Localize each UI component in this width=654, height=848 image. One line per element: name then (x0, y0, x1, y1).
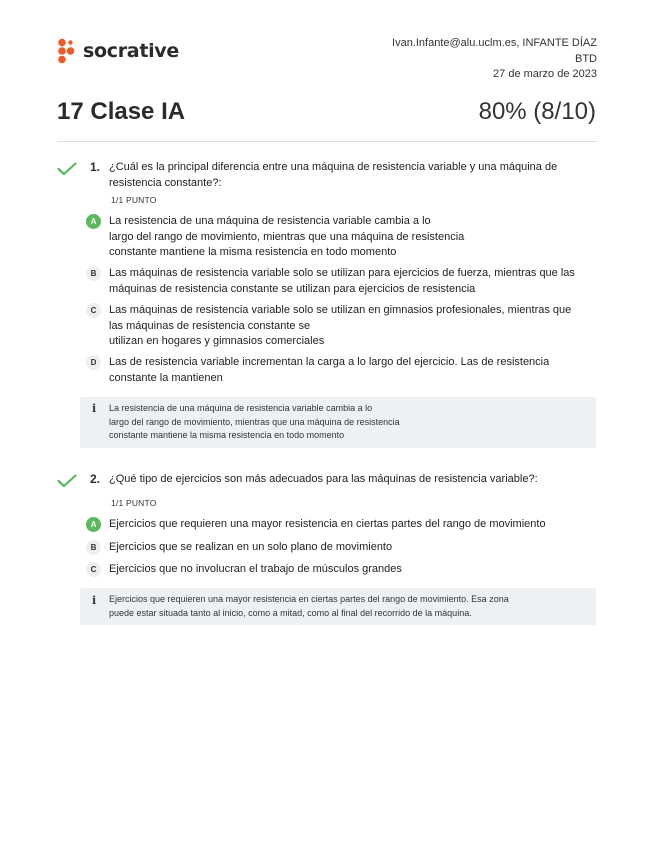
question-points: 1/1 PUNTO (111, 498, 157, 508)
socrative-logo (57, 38, 179, 64)
explanation-box (80, 397, 596, 448)
quiz-score: 80% (8/10) (478, 98, 596, 125)
answer-text: Las de resistencia variable incrementan la carga a lo largo del ejercicio. Las de resistencia constante la mantienen (109, 356, 550, 384)
info-icon: i (92, 402, 97, 415)
student-info (392, 36, 597, 83)
answer-text: Ejercicios que requieren una mayor resistencia en ciertas partes del rango de movimiento (109, 518, 546, 530)
question-points: 1/1 PUNTO (111, 195, 157, 205)
question-text: ¿Qué tipo de ejercicios son más adecuados para las máquinas de resistencia variable?: (109, 473, 538, 485)
explanation-box (80, 588, 596, 625)
answer-letter-badge: B (86, 266, 101, 281)
explanation-text: Ejercicios que requieren una mayor resistencia en ciertas partes del rango de movimiento. Esa zona puede estar situada tanto al inicio, como a mitad, como al final del recorrido de la máquina. (109, 594, 509, 618)
answer-text: Las máquinas de resistencia variable solo se utilizan para ejercicios de fuerza, mientras que las máquinas de resistencia constante se utilizan para ejercicios de resistencia (109, 267, 575, 295)
answer-letter-badge: B (86, 540, 101, 555)
answer-text: Ejercicios que no involucran el trabajo de músculos grandes (109, 563, 402, 575)
quiz-title: 17 Clase IA (57, 98, 186, 125)
answer-letter-badge: A (86, 517, 101, 532)
answer-letter-badge: A (86, 214, 101, 229)
correct-check-icon (57, 474, 77, 488)
info-icon: i (92, 594, 97, 607)
answer-letter-badge: D (86, 355, 101, 370)
answer-text: Ejercicios que se realizan en un solo plano de movimiento (109, 541, 393, 553)
answer-letter-badge: C (86, 303, 101, 318)
logo-wordmark: socrative (83, 40, 179, 62)
student-group: BTD (575, 52, 597, 65)
answer-letter-badge: C (86, 562, 101, 577)
question-number: 2. (90, 472, 101, 486)
header-divider (57, 141, 597, 142)
correct-check-icon (57, 162, 77, 176)
question-number: 1. (90, 160, 101, 174)
answer-text: La resistencia de una máquina de resistencia variable cambia a lo largo del rango de movimiento, mientras que una máquina de resistencia constante mantiene la misma resistencia en todo momento (109, 215, 465, 258)
explanation-text: La resistencia de una máquina de resistencia variable cambia a lo largo del rango de movimiento, mientras que una máquina de resistencia constante mantiene la misma resistencia en todo momento (109, 403, 400, 440)
report-date: 27 de marzo de 2023 (493, 68, 597, 80)
socrative-logo-icon (57, 38, 77, 64)
answer-text: Las máquinas de resistencia variable solo se utilizan en gimnasios profesionales, mientras que las máquinas de resistencia constante se utilizan en hogares y gimnasios comerciales (109, 304, 572, 347)
student-email-name: Ivan.Infante@alu.uclm.es, INFANTE DÍAZ (392, 37, 597, 49)
question-text: ¿Cuál es la principal diferencia entre una máquina de resistencia variable y una máquina de resistencia constante?: (109, 161, 558, 189)
